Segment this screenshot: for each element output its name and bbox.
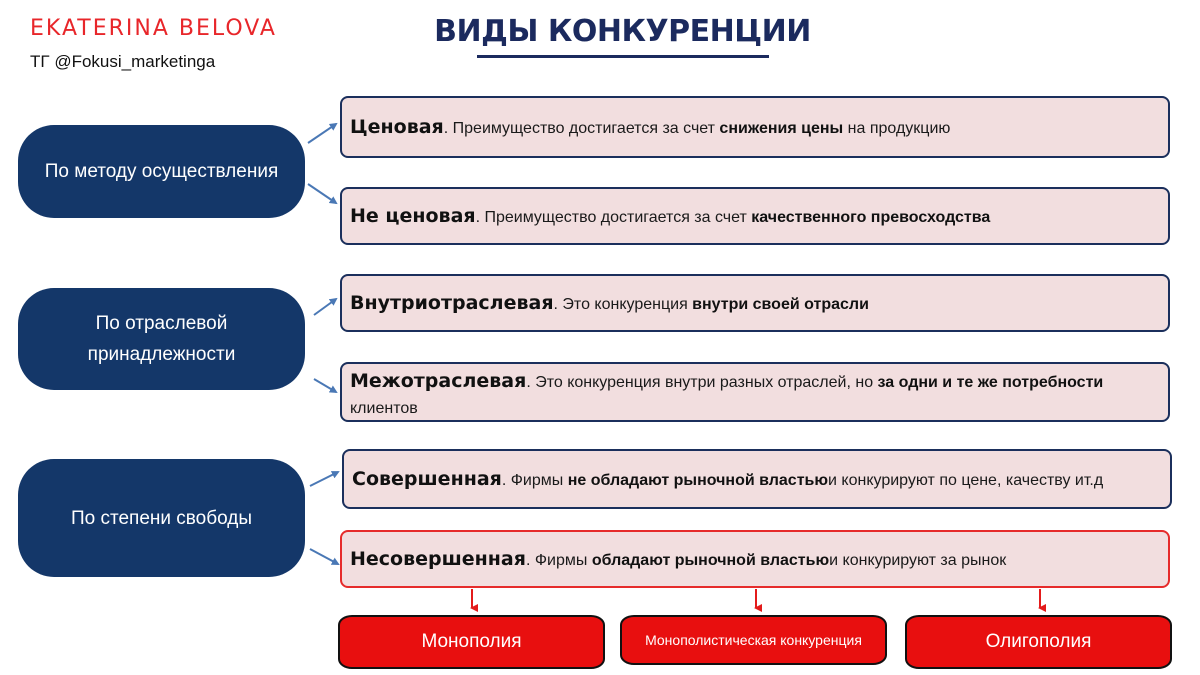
item-lead: Несовершенная (350, 548, 526, 570)
item-imperfect-competition: Несовершенная. Фирмы обладают рыночной властьюи конкурируют за рынок (340, 530, 1170, 588)
item-price-competition: Ценовая. Преимущество достигается за счет снижения цены на продукцию (340, 96, 1170, 158)
subtype-oligopoly: Олигополия (905, 615, 1172, 669)
item-lead: Ценовая (350, 116, 444, 138)
arrow-group1-item1 (308, 124, 336, 143)
page-title: ВИДЫ КОНКУРЕНЦИИ (434, 14, 811, 49)
category-by-industry (18, 288, 305, 390)
category-label: По отраслевой принадлежности (87, 313, 236, 365)
category-by-freedom (18, 459, 305, 577)
item-lead: Не ценовая (350, 205, 476, 227)
item-perfect-competition: Совершенная. Фирмы не обладают рыночной властьюи конкурируют по цене, качеству ит.д (342, 449, 1172, 509)
category-by-method (18, 125, 305, 218)
arrow-group3-item1 (310, 472, 338, 486)
item-lead: Совершенная (352, 468, 502, 490)
item-lead: Межотраслевая (350, 370, 527, 392)
brand-name: EKATERINA BELOVA (30, 16, 277, 41)
item-inter-industry: Межотраслевая. Это конкуренция внутри разных отраслей, но за одни и те же потребности клиентов (340, 362, 1170, 422)
telegram-handle: ТГ @Fokusi_marketinga (30, 52, 216, 71)
item-lead: Внутриотраслевая (350, 292, 554, 314)
subtype-monopoly: Монополия (338, 615, 605, 669)
subtype-monopolistic-competition: Монополистическая конкуренция (620, 615, 887, 665)
item-non-price-competition: Не ценовая. Преимущество достигается за счет качественного превосходства (340, 187, 1170, 245)
arrow-group3-item2 (310, 549, 338, 564)
item-intra-industry: Внутриотраслевая. Это конкуренция внутри своей отрасли (340, 274, 1170, 332)
category-label: По степени свободы (70, 507, 253, 529)
arrow-group1-item2 (308, 184, 336, 203)
arrow-group2-item1 (314, 299, 336, 315)
category-label: По методу осуществления (44, 161, 279, 182)
arrow-group2-item2 (314, 379, 336, 392)
